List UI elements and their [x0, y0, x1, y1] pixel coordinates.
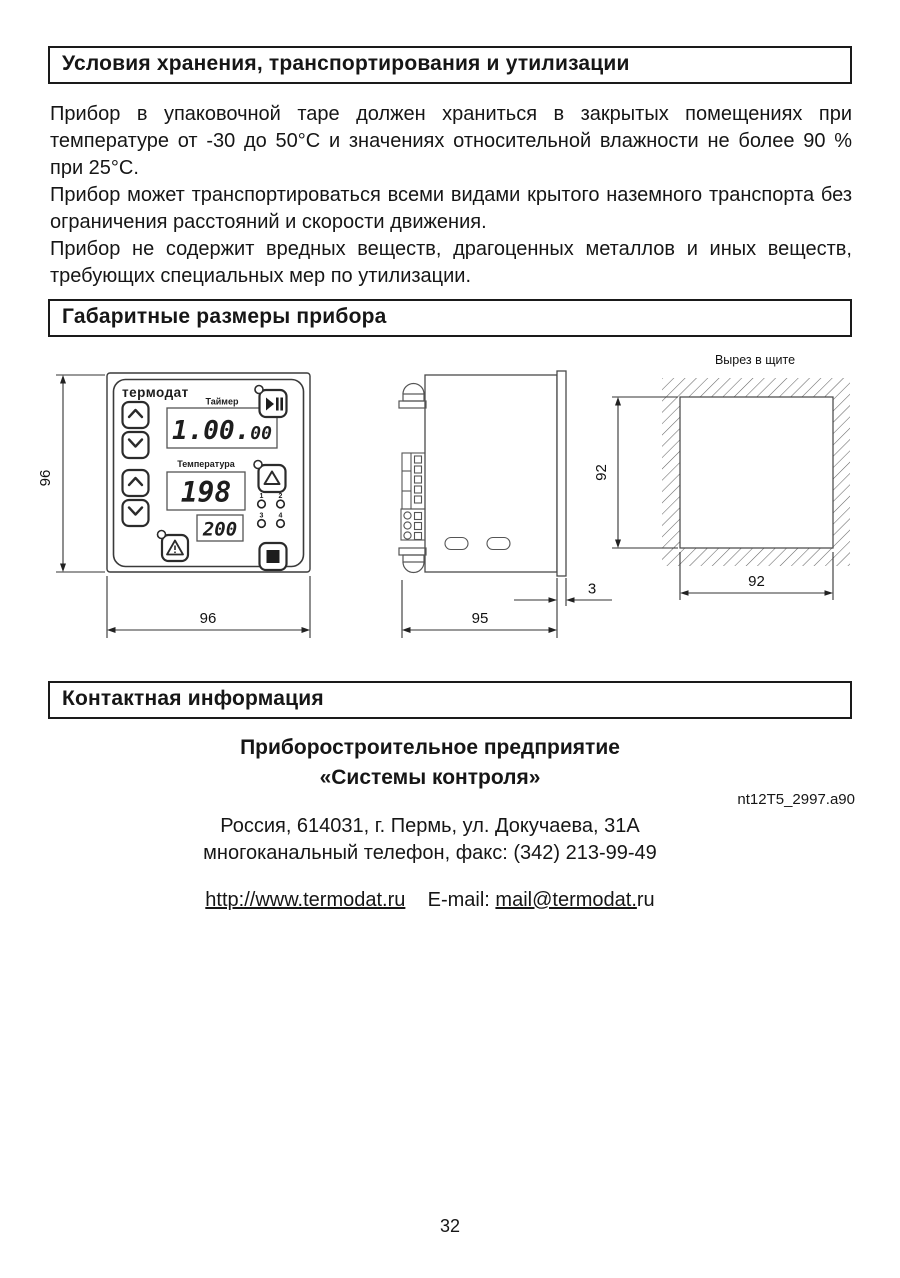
company-name-line2: «Системы контроля» [319, 766, 541, 789]
storage-paragraph-2: Прибор может транспортироваться всеми видами крытого наземного транспорта без ограничения расстояний и скорости движения. [50, 184, 852, 233]
mounting-clamp-bottom [399, 548, 426, 573]
setpoint-value: 200 [202, 518, 238, 541]
storage-paragraph-1: Прибор в упаковочной таре должен храниться в закрытых помещениях при температуре от -30 до 50°С и значениях относительной влажности не более 90 % при 25°С. [50, 103, 852, 179]
brand-logo: термодат [122, 385, 189, 400]
led-label-4: 4 [278, 512, 283, 520]
stop-button [260, 543, 287, 570]
led-label-3: 3 [259, 512, 264, 520]
play-pause-button [255, 386, 287, 418]
email-label: E-mail: [427, 889, 490, 911]
led-dot [255, 386, 263, 394]
up-button-timer [123, 402, 149, 428]
timer-value: 1.00.00 [172, 416, 272, 446]
cutout-width-dim: 92 [748, 573, 765, 590]
email-link[interactable]: mail@termodat.ru [495, 889, 655, 911]
company-phone: многоканальный телефон, факс: (342) 213-99-49 [203, 842, 657, 864]
side-view-drawing [399, 371, 612, 638]
cutout-caption: Вырез в щите [714, 353, 796, 367]
timer-label: Таймер [205, 396, 239, 407]
panel-cutout-drawing [593, 353, 850, 600]
document-code: nt12T5_2997.a90 [737, 791, 855, 808]
led-label-2: 2 [278, 493, 283, 500]
led-label-1: 1 [259, 493, 264, 500]
cutout-hole [680, 397, 833, 548]
page-number: 32 [439, 1216, 461, 1236]
temperature-value: 198 [180, 476, 232, 509]
front-width-dim: 96 [199, 610, 217, 627]
dimensions-section-heading: Габаритные размеры прибора [48, 299, 852, 337]
side-depth-dim: 95 [471, 610, 489, 627]
up-button-temperature [123, 470, 149, 496]
led-indicator-2 [277, 500, 285, 508]
front-view-drawing [37, 373, 310, 638]
front-height-dim: 96 [37, 469, 54, 487]
mounting-clamp-top [399, 384, 426, 409]
led-dot [158, 531, 166, 539]
storage-paragraph-3: Прибор не содержит вредных веществ, драгоценных металлов и иных веществ, требующих специальных мер по утилизации. [50, 238, 852, 287]
alarm-button [158, 531, 189, 562]
company-address: Россия, 614031, г. Пермь, ул. Докучаева, 31А [220, 815, 640, 837]
website-link[interactable]: http://www.termodat.ru [205, 889, 406, 911]
stop-icon [267, 550, 280, 563]
terminal-block [401, 453, 425, 540]
temperature-label: Температура [177, 459, 235, 469]
side-front-flange [557, 371, 566, 576]
contact-block [50, 733, 855, 912]
cutout-height-dim: 92 [593, 464, 610, 481]
led-indicator-3 [258, 520, 266, 528]
bezel-thickness-dim: 3 [587, 580, 597, 598]
contact-links [50, 889, 810, 912]
led-indicator-4 [277, 520, 285, 528]
led-dot [254, 461, 262, 469]
company-name-line1: Приборостроительное предприятие [240, 736, 620, 759]
dimensions-drawing [0, 350, 900, 665]
start-button [254, 461, 286, 493]
led-indicator-1 [258, 500, 266, 508]
storage-section-body [50, 101, 852, 290]
contact-section-heading: Контактная информация [48, 681, 852, 719]
storage-section-heading: Условия хранения, транспортирования и утилизации [48, 46, 852, 84]
